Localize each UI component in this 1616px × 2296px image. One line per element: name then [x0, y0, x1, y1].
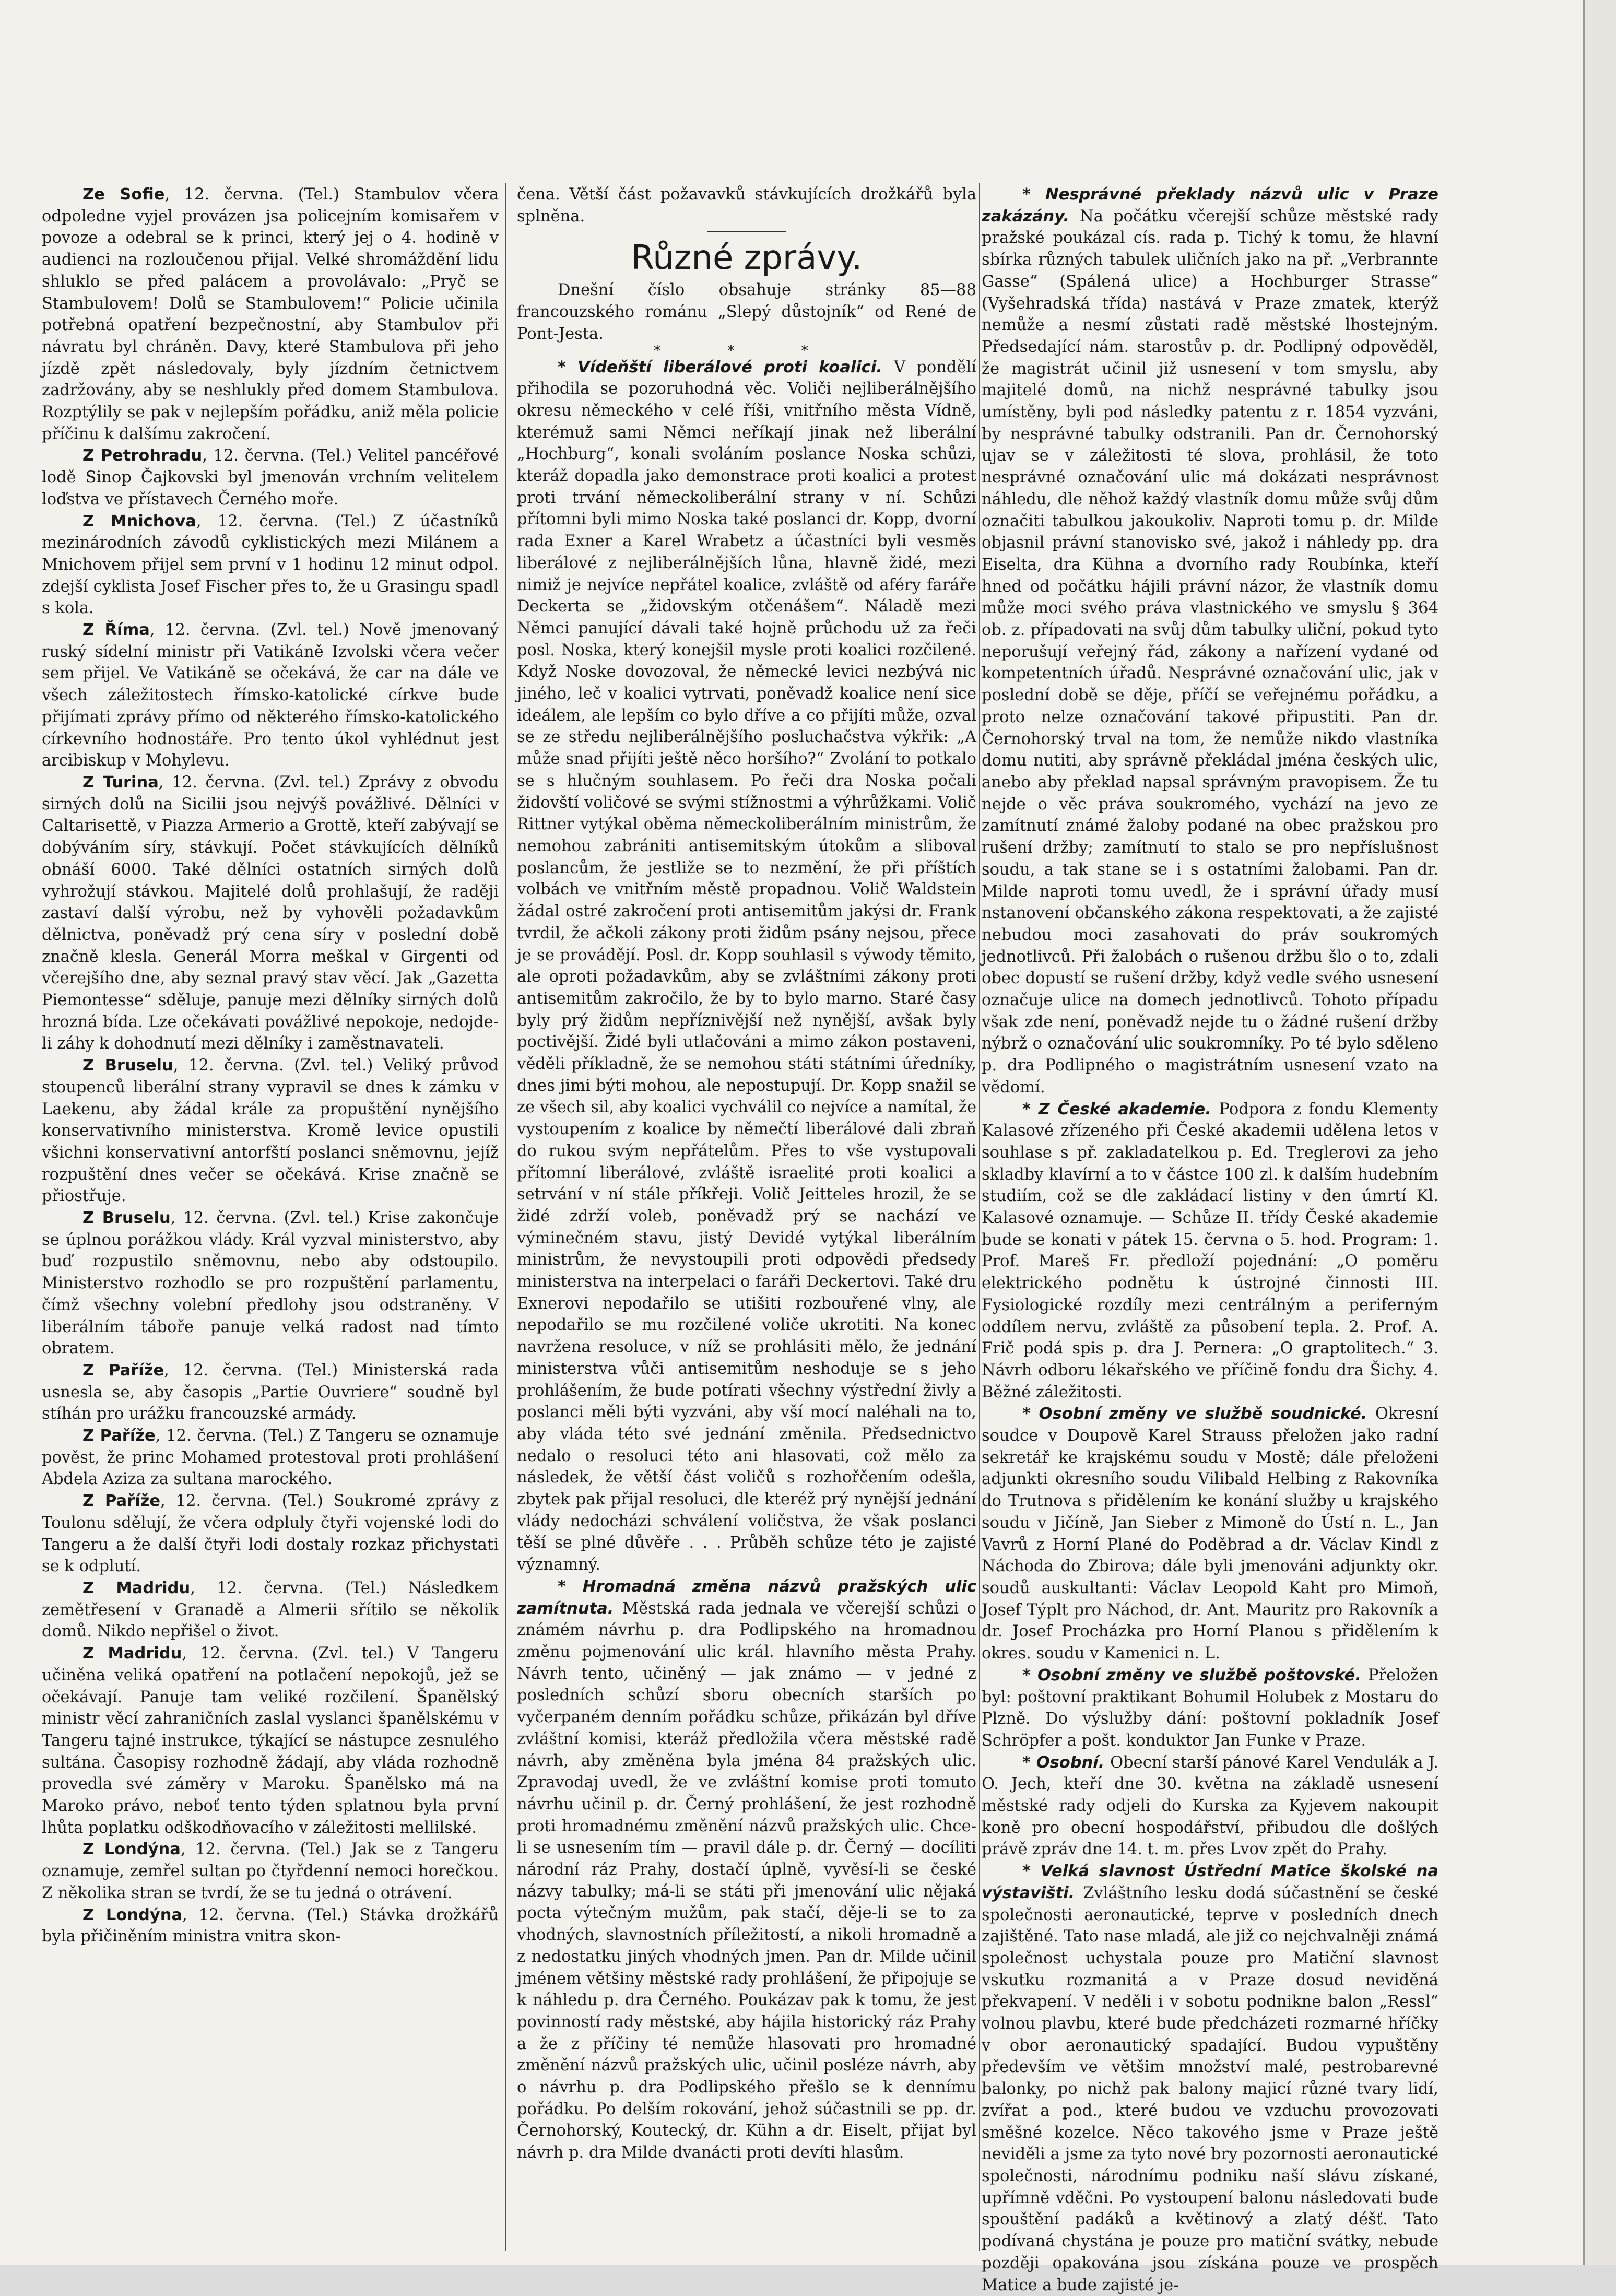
dateline: Z Paříže — [82, 1361, 164, 1380]
articles-list — [517, 357, 976, 2164]
column-left — [42, 184, 499, 1948]
article-text: Na počátku včerejší schůze městské rady pražské poukázal cís. rada p. Tichý k tomu, že hlavní sbírka různých tabulek uličních jako na př. „Verbrannte Gasse“ (Spálená ulice) a Hochburger Strasse“ (Vyšehradská třída) nastává v Praze zmatek, kterýž nemůže a nesmí zůstati radě městské lhostejným. Předsedající nám. starostův p. dr. Podlipný odpověděl, že magistrát učinil již usnesení v tom smyslu, aby majitelé domů, na nichž nesprávné tabulky jsou umístěny, byli pod následky patentu z r. 1854 vyzváni, by nesprávné tabulky odstranili. Pan dr. Černohorský ujav se v záležitosti té slova, prohlásil, že toto nesprávné označování ulic má dokázati nesprávnost náhledu, dle něhož každý vlastník domu může svůj dům označiti tabulkou jakoukoliv. Naproti tomu p. dr. Milde objasnil právní stanovisko své, jakož i náhledy pp. dra Eiselta, dra Kühna a dvorního rady Roubínka, kteří hned od počátku hájili právní názor, že vlastník domu může moci svého práva vlastnického ve smyslu § 364 ob. z. případovati na svůj dům tabulky uliční, pokud tyto neporušují veřejný řád, zákony a nařízení vydané od kompetentních úřadů. Nesprávné označování ulic, jak v poslední době se děje, příčí se veřejnému pořádku, a proto nelze označování takové připustiti. Pan dr. Černohorský trval na tom, že nemůže nikdo vlastníka domu nutiti, aby správně překládal jména českých ulic, anebo aby překlad napsal správným pravopisem. Že tu nejde o věc práva soukromého, vychází na jevo ze zamítnutí známé žaloby podané na obec pražskou pro rušení držby; zamítnutí to stalo se pro nepříslušnost soudu, a tak stane se i s ostatními žalobami. Pan dr. Milde naproti tomu uvedl, že i správní úřady musí nstanovení občanského zákona respektovati, a že zajisté nebudou moci zasahovati do práv soukromých jednotlivců. Při žalobách o rušenou držbu šlo o to, zdali obec dopustí se rušení držby, když vedle svého usnesení označuje ulice na domech jednotlivců. Tohoto případu však zde není, poněvadž nejde tu o žádné rušení držby nýbrž o označování ulic soukromníky. Po té bylo sděleno p. dra Podlipného o magistrátním usnesení vzato na vědomí. — [982, 207, 1438, 1097]
article — [982, 1752, 1438, 1861]
news-item — [42, 1360, 499, 1425]
news-item — [42, 1055, 499, 1207]
article — [982, 184, 1438, 1099]
dateline: Z Madridu — [82, 1579, 191, 1597]
article-text: Zvláštního lesku dodá súčastnění se české společnosti aeronautické, teprve v posledních dnech zajištěné. Tato nase mladá, ale již co nejchvalněji známá společnost uchystala pouze pro Matiční slavnost vskutku rozmanitá a v Praze dosud neviděná překvapení. V neděli i v sobotu podnikne balon „Ressl“ volnou plavbu, které bude předcházeti rozmarné hříčky v obor aeronautický spadající. Budou vypuštěny především ve většim množství malé, pestrobarevné balonky, po nichž pak balony majicí různé tvary lidí, zvířat a pod., které budou ve vzduchu provozovati směšné kozelce. Něco takového jsme v Praze ještě neviděli a jsme za tyto nové bry pozornosti aeronautické společnosti, národnímu podniku naší slávu získané, upřímně vděčni. Po vystoupení balonu následovati bude spouštění padáků a květinový a zlatý déšť. Tato podívaná chystána je pouze pro matiční svátky, nebude později opakována jsou získána pouze ve prospěch Matice a bude zajisté je- — [982, 1883, 1439, 2294]
news-item — [42, 511, 499, 620]
section-title: Různé zprávy. — [631, 239, 863, 278]
news-text: , 12. června. (Tel.) Stambulov včera odpoledne vyjel provázen jsa policejním komisařem v povoze a odebral se k princi, který jej o 4. hodině v audienci na rozloučenou přijal. Velké shromáždění lidu shluklo se před palácem a provolávalo: „Pryč se Stambulovem! Dolů se Stambulovem!“ Policie učinila potřebná opatření bezpečnostní, aby Stambulov při návratu byl chráněn. Davy, které Stambulova při jeho jízdě zpět následovaly, byly jízdním četnictvem zadržovány, aby se neshlukly před domem Stambulova. Rozptýlily se pak v nejlepším pořádku, aniž měla policie příčinu k dalšímu zakročení. — [42, 185, 499, 443]
news-item — [42, 1490, 499, 1577]
dateline: Z Londýna — [82, 1840, 181, 1859]
dateline: Z Paříže — [82, 1427, 156, 1445]
news-item — [42, 1643, 499, 1839]
article-heading: * Osobní změny ve službě poštovské. — [1022, 1666, 1368, 1685]
intro-note: Dnešní číslo obsahuje stránky 85—88 francouzského románu „Slepý důstojník“ od René de Pont-Jesta. — [517, 281, 976, 343]
article-text: Okresní soudce v Doupově Karel Strauss přeložen jako radní sekretář ke krajskému soudu v Mostě; dále přeloženi adjunkti okresního soudu Vilibald Helbing z Rakovníka do Trutnova s přidělením ke konání služby u krajského soudu v Jičíně, Jan Sieber z Mimoně do Ústí n. L., Jan Vavrů z Horní Plané do Poděbrad a dr. Václav Kindl z Náchoda do Zbirova; dále byli jmenováni adjunkty okr. soudů auskultanti: Václav Leopold Kaht pro Mimoň, Josef Týplt pro Náchod, dr. Ant. Mauritz pro Rakovník a dr. Josef Procházka pro Horní Planou s přidělením k okres. soudu v Kamenici n. L. — [982, 1405, 1438, 1663]
dateline: Z Londýna — [82, 1905, 183, 1924]
article-heading: * Velká slavnost Ústřední Matice školské na výstavišti. — [982, 1862, 1438, 1902]
article-text: Městská rada jednala ve včerejší schůzi o známém návrhu p. dra Podlipského na hromadnou změnu pojmenování ulic král. hlavního města Prahy. Návrh tento, učiněný — jak známo — v jedné z posledních schůzí sboru obecních starších po vyčerpaném denním pořádku schůze, přikázán byl dříve zvláštní komisi, kteráž předložila včera městské radě návrh, aby změněna byla jména 84 pražských ulic. Zpravodaj uvedl, že ve zvláštní komise proti tomuto návrhu učinil p. dr. Černý prohlášení, že jest rozhodně proti hromadnému změnění názvů pražských ulic. Chce-li se usnesením tím — pravil dále p. dr. Černý — docíliti národní ráz Prahy, dostačí úplně, vyvěsí-li se české názvy tabulky; má-li se státi při jmenování ulic nějaká pocta výtečným mužům, pak stačí, děje-li se to za vhodných, slavnostních příležitostí, a nikoli hromadně a z nedostatku jiných vhodných jmen. Pan dr. Milde učinil jménem většiny městské rady prohlášení, že připojuje se k náhledu p. dra Černého. Poukázav pak k tomu, že jest povinností rady městské, aby hájila historický ráz Prahy a že z příčiny té nemůže hlasovati pro hromadné změnění názvů pražských ulic, učinil posléze návrh, aby o návrhu p. dra Podlipského přešlo se k dennímu pořádku. Po delším rokování, jehož súčastnili se pp. dr. Černohorský, Koutecký, dr. Kühn a dr. Eiselt, přijat byl návrh p. dra Milde dvanácti proti devíti hlasům. — [517, 1599, 976, 2162]
article — [982, 1403, 1438, 1664]
news-text: , 12. června. (Tel.) Jak se z Tangeru oznamuje, zemřel sultan po čtyřdenní nemoci horečkou. Z několika stran se tvrdí, že se tu jedná o otrávení. — [42, 1840, 499, 1902]
article — [982, 1665, 1438, 1752]
news-text: , 12. června. (Zvl. tel.) V Tangeru učiněna veliká opatření na potlačení nepokojů, jež se očekávají. Panuje tam veliké rozčilení. Španělský ministr věcí zahraničních zaslal vyslanci španělskému v Tangeru tajné instrukce, týkající se nástupce zesnulého sultána. Časopisy rozhodně žádají, aby vláda rozhodně provedla své záměry v Maroku. Španělsko má na Maroko právo, neboť tento týden splatnou byla první lhůta poplatku odškodňovacího v záležitosti mellilské. — [42, 1644, 499, 1837]
article-heading: * Hromadná změna názvů pražských ulic zamítnuta. — [517, 1577, 976, 1618]
continuation-text: čena. Větší část požavavků stávkujících drožkářů byla splněna. — [517, 185, 976, 226]
article — [517, 357, 976, 1576]
dateline: Z Bruselu — [82, 1056, 173, 1075]
stars-divider: * * * — [654, 343, 840, 359]
news-text: , 12. června. (Tel.) Soukromé zprávy z Toulonu sdělují, že včera odpluly čtyři vojenské lodi do Tangeru a že další čtyři lodi dostaly rozkaz přichystati se k odplutí. — [42, 1492, 499, 1576]
news-item — [42, 445, 499, 510]
dateline: Z Turina — [82, 773, 159, 792]
dateline: Z Madridu — [82, 1644, 182, 1663]
column-divider — [505, 183, 506, 2251]
news-item — [42, 619, 499, 772]
news-text: , 12. června. (Tel.) Stávka drožkářů byla přičiněním ministra vnitra skon- — [42, 1905, 499, 1946]
news-item — [42, 1207, 499, 1360]
article — [982, 1861, 1438, 2296]
article-heading: * Osobní. — [1022, 1753, 1111, 1772]
news-text: , 12. června. (Zvl. tel.) Krise zakončuje se úplnou porážkou vlády. Král vyzval ministerstvo, aby buď rozpustilo sněmovnu, nebo aby odstoupilo. Ministerstvo rozhodlo se pro rozpuštění parlamentu, čímž všechny volební předlohy jsou odstraněny. V liberálním táboře panuje velká radost nad tímto obratem. — [42, 1209, 499, 1358]
news-item — [42, 1577, 499, 1643]
separator-rule — [707, 231, 786, 232]
dateline: Z Říma — [82, 621, 150, 640]
article-text: Obecní starší pánové Karel Vendulák a J. O. Jech, kteří dne 30. května na základě usnesení městské rady odjeli do Kurska za Kyjevem nakoupit koně pro obecní hospodářství, přibudou dle došlých právě zpráv dne 14. t. m. přes Lvov zpět do Prahy. — [982, 1753, 1439, 1859]
news-item — [42, 1425, 499, 1490]
column-right — [982, 184, 1438, 2296]
news-item — [42, 1904, 499, 1948]
news-text: , 12. června. (Tel.) Z účastníků mezinárodních závodů cyklistických mezi Milánem a Mnichovem přijel sem první v 1 hodinu 12 minut odpol. zdejší cyklista Josef Fischer přes to, že u Grasingu spadl s kola. — [42, 512, 499, 618]
article — [517, 1576, 976, 2164]
news-text: , 12. června. (Zvl. tel.) Zprávy z obvodu sirných dolů na Sicilii jsou nejvýš povážlivé. Dělníci v Caltarisettě, v Piazza Armerio a Grottě, kteří zabývají se dobýváním síry, stávkují. Počet stávkujících dělníků obnáší 6000. Také dělníci ostatních sirných dolů vyhrožují stávkou. Majitelé dolů prohlašují, že raději zastaví další výrobu, než by vyhověli požadavkům dělnictva, poněvadž prý cena síry v poslední době značně klesla. Generál Morra meškal v Girgenti od včerejšího dne, aby seznal pravý stav věcí. Jak „Gazetta Piemontesse“ sděluje, panuje mezi dělníky sirných dolů hrozná bída. Lze očekávati povážlivé nepokoje, nedojde-li záhy k dohodnutí mezi dělníky i zaměstnavateli. — [42, 773, 499, 1053]
column-middle — [517, 184, 976, 2164]
news-text: , 12. června. (Zvl. tel.) Veliký průvod stoupenců liberální strany vypravil se dnes k zámku v Laekenu, aby žádal krále za propuštění nynějšího konservativního ministerstva. Kromě levice opustili všichni konservativní antorfští poslanci sněmovnu, jejíž rozpuštění dnes večer se očekává. Krise značně se přiostřuje. — [42, 1056, 499, 1206]
dateline: Ze Sofie — [82, 185, 165, 204]
column-divider — [979, 183, 980, 2251]
news-text: , 12. června. (Zvl. tel.) Nově jmenovaný ruský sídelní ministr při Vatikáně Izvolski včera večer sem přijel. Ve Vatikáně se očekává, že car na dále ve všech záležitostech římsko-katolické církve bude přijímati zprávy přímo od některého římsko-katolického církevního hodnostáře. Pro tento úkol vyhlédnut jest arcibiskup v Mohylevu. — [42, 621, 499, 770]
dateline: Z Petrohradu — [82, 446, 203, 465]
article-text: V pondělí přihodila se pozoruhodná věc. Voliči nejliberálnějšího okresu německého v celé říši, vnitřního města Vídně, kterémuž sami Němci neříkají jinak než liberální „Hochburg“, konali svoláním poslance Noska schůzi, kteráž dopadla jako demonstrace proti koalici a protest proti trvání německoliberální strany v ní. Schůzi přítomni byli mimo Noska také poslanci dr. Kopp, dvorní rada Exner a Karel Wrabetz a účastníci byli vesměs liberálové z nejliberálnějších lůna, hlavně židé, mezi nimiž je nejvíce nepřátel koalice, zvláště od aféry faráře Deckerta se „židovským otčenášem“. Náladě mezi Němci panující dávali také hojně průchodu už za řeči posl. Noska, který konejšil mysle proti koalici rozčilené. Když Noske dovozoval, že německé levici nezbývá nic jiného, leč v koalici vytrvati, poněvadž koalice není sice ideálem, ale lepším co bylo dříve a co přijíti může, ozval se ze středu nejliberálnějšího posluchačstva výkřik: „A může snad přijíti ještě něco horšího?“ Zvolání to potkalo se s hlučným souhlasem. Po řeči dra Noska počali židovští voličové se svými stížnostmi a výhrůžkami. Volič Rittner vytýkal oběma německoliberálním ministrům, že nemohou zabrániti antisemitským útokům a sliboval poslancům, že jestliže se to nezmění, že při příštích volbách ve vnitřním městě propadnou. Volič Waldstein žádal ostré zakročení proti antisemitům jakýsi dr. Frank tvrdil, že ačkoli zákony proti židům psány nejsou, přece je se provádějí. Posl. dr. Kopp souhlasil s výwody těmito, ale oproti požadavkům, aby se zvláštními zákony proti antisemitům zakročilo, že by to bylo marno. Staré časy byly prý židům nepříznivější než nynější, avšak byly poctivější. Židé byli utlačováni a mimo zákon postaveni, věděli příkladně, že se nemohou státi státními úředníky, dnes jimi býti mohou, ale nepostupují. Dr. Kopp snažil se ze všech sil, aby koalici vychválil co nejvíce a namítal, že vystoupením z koalice by němečtí liberálové dali zbraň do rukou svým nepřátelům. Přes to vše vystupovali přítomní liberálové, zvláště israelité proti koalici a setrvání v ní stále příkřeji. Volič Jeitteles hrozil, že se židé zdrží voleb, poněvadž prý se nachází ve výminečném stavu, jistý Devidé vytýkal liberálním ministrům, že nevystoupili proti odpovědi předsedy ministerstva na interpelaci o faráři Deckertovi. Také dru Exnerovi nepodařilo se utišiti rozbouřené vlny, ale nepodařilo se mu rozčilené voliče ukrotiti. Na konec navržena resoluce, v níž se prohlásiti mělo, že jednání ministerstva vůči antisemitům neshoduje se s jeho prohlášením, že bude potírati všechny výstřední živly a poslanci měli býti vyzváni, aby vší mocí naléhali na to, aby vláda této své jednání změnila. Předsednictvo nedalo o resoluci této ani hlasovati, což mělo za následek, že větší část voličů s rozhořčením odešla, zbytek pak přijal resoluci, dle kteréž prý nynější jednání vlády nedocházi schválení voličstva, že však poslanci těší se plné důvěře . . . Průběh schůze této je zajisté významný. — [517, 358, 976, 1574]
news-item — [42, 184, 499, 445]
news-item — [42, 772, 499, 1055]
dateline: Z Bruselu — [82, 1209, 171, 1228]
article-heading: * Osobní změny ve službě soudnické. — [1022, 1405, 1375, 1423]
news-item — [42, 1839, 499, 1904]
article-heading: * Z České akademie. — [1022, 1100, 1219, 1118]
article-heading: * Nesprávné překlady názvů ulic v Praze zakázány. — [982, 185, 1438, 226]
news-text: , 12. června. (Tel.) Ministerská rada usnesla se, aby časopis „Partie Ouvriere“ soudně byl stíhán pro urážku francouzské armády. — [42, 1361, 499, 1423]
dateline: Z Paříže — [82, 1492, 161, 1511]
article-text: Přeložen byl: poštovní praktikant Bohumil Holubek z Mostaru do Plzně. Do výslužby dání: poštovní pokladník Josef Schröpfer a pošt. konduktor Jan Funke v Praze. — [982, 1666, 1438, 1750]
dateline: Z Mnichova — [82, 512, 196, 531]
article-heading: * Vídeňští liberálové proti koalici. — [558, 358, 894, 376]
article-text: Podpora z fondu Klementy Kalasové zřízeného při České akademii udělena letos v souhlase s př. zakladatelkou p. Ed. Treglerovi za jeho skladby klavírní a to v částce 100 zl. k dalším hudebním studiím, což se dle zakládací listiny v den úmrtí Kl. Kalasové oznamuje. — Schůze II. třídy České akademie bude se konati v pátek 15. června o 5. hod. Program: 1. Prof. Mareš Fr. předloží pojednání: „O poměru elektrického podnětu k ústrojné činnosti III. Fysiologické rozdíly mezi centrálným a periferným oddílem nervu, zvláště za působení tepla. 2. Prof. A. Frič podá spis p. dra J. Pernera: „O graptolitech.“ 3. Návrh odboru lékařského ve příčině fondu dra Šichy. 4. Běžné záležitosti. — [982, 1100, 1438, 1402]
news-text: , 12. června. (Tel.) Velitel pancéřové lodě Sinop Čajkovski byl jmenován vrchním velitelem loďstva ve přístavech Černého moře. — [42, 446, 499, 509]
news-text: , 12. června. (Tel.) Následkem zemětřesení v Granadě a Almerii sřítilo se několik domů. Nikdo nepřišel o život. — [42, 1579, 499, 1641]
news-text: , 12. června. (Tel.) Z Tangeru se oznamuje pověst, že princ Mohamed protestoval proti prohlášení Abdela Aziza za sultana marockého. — [42, 1427, 499, 1489]
page-edge — [1583, 0, 1616, 2265]
article — [982, 1099, 1438, 1404]
